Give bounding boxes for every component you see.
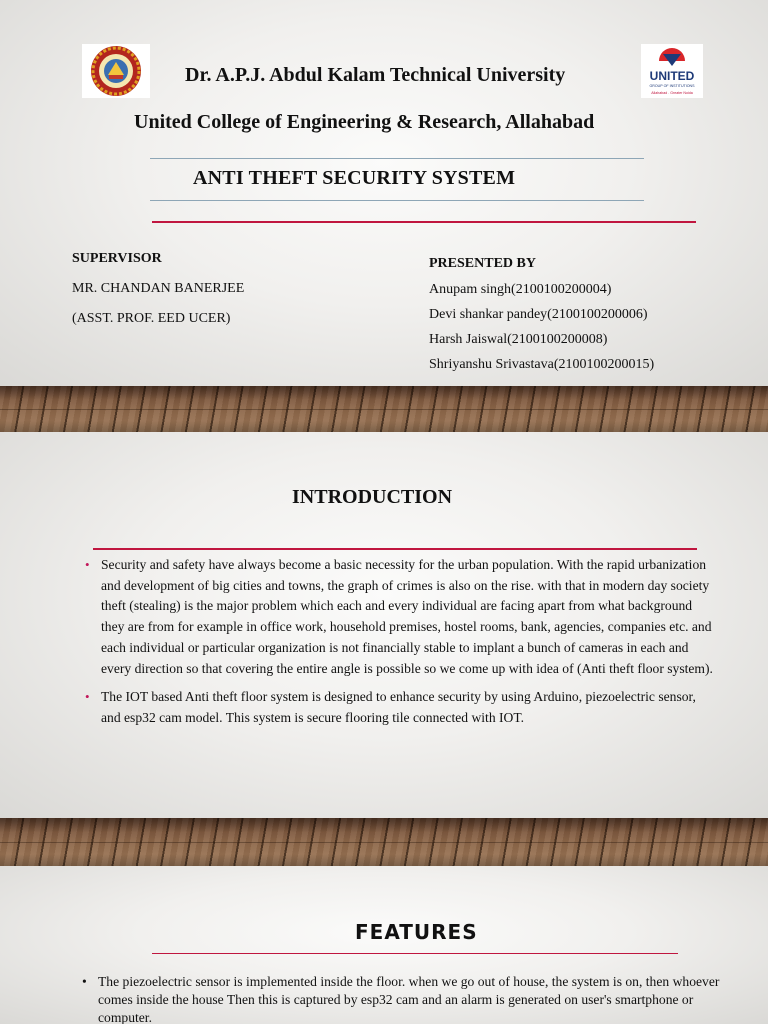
member-3: Harsh Jaiswal(2100100200008) [429, 332, 608, 347]
united-logo-text: UNITED [649, 69, 695, 83]
supervisor-heading: SUPERVISOR [72, 251, 162, 266]
member-4: Shriyanshu Srivastava(2100100200015) [429, 357, 655, 372]
project-title: ANTI THEFT SECURITY SYSTEM [193, 167, 516, 189]
accent-rule [152, 221, 696, 223]
list-item [85, 555, 715, 679]
title-rule-top [150, 158, 644, 159]
united-logo-subtext: GROUP OF INSTITUTIONS [649, 84, 695, 88]
list-item [85, 687, 715, 728]
list-item [82, 973, 722, 1024]
united-logo [641, 44, 703, 98]
introduction-bullets [85, 555, 715, 737]
bullet-icon: • [82, 974, 87, 989]
university-name: Dr. A.P.J. Abdul Kalam Technical University [185, 64, 566, 86]
college-name: United College of Engineering & Research, Allahabad [134, 111, 595, 133]
presented-by-heading: PRESENTED BY [429, 256, 536, 271]
supervisor-name: MR. CHANDAN BANERJEE [72, 281, 245, 296]
bullet-text: The piezoelectric sensor is implemented inside the floor. when we go out of house, the system is on, then whoever comes inside the house Then this is captured by esp32 cam and an alarm is generated on user's smartphone or computer. [98, 974, 720, 1024]
bullet-icon: • [85, 689, 90, 705]
title-slide [0, 0, 768, 386]
wood-floor-divider [0, 386, 768, 432]
bullet-icon: • [85, 557, 90, 572]
introduction-rule [93, 548, 697, 550]
wood-floor-divider [0, 818, 768, 866]
supervisor-designation: (ASST. PROF. EED UCER) [72, 311, 231, 326]
features-rule [152, 953, 678, 954]
bullet-text: Security and safety have always become a basic necessity for the urban population. With the rapid urbanization and development of big cities and towns, the graph of crimes is also on the rise. with that in modern day society theft (stealing) is the major problem which each and every individual are facing apart from what background they are from for example in office work, household premises, hostel rooms, bank, agencies, companies etc. and each individual or particular organization is not financially stable to implant a bunch of cameras in each and every direction so that covering the entire angle is possible so we come up with idea of (Anti theft floor system). [101, 557, 713, 676]
member-2: Devi shankar pandey(2100100200006) [429, 307, 648, 322]
features-bullets [82, 973, 722, 1024]
bullet-text: The IOT based Anti theft floor system is designed to enhance security by using Arduino, piezoelectric sensor, and esp32 cam model. This system is secure flooring tile connected with IOT. [101, 689, 696, 725]
member-1: Anupam singh(2100100200004) [429, 282, 612, 297]
features-title: FEATURES [355, 920, 478, 944]
introduction-title: INTRODUCTION [292, 486, 453, 508]
united-logo-foot: Allahabad . Greater Noida [651, 91, 693, 95]
aktu-logo [82, 44, 150, 98]
title-rule-bottom [150, 200, 644, 201]
